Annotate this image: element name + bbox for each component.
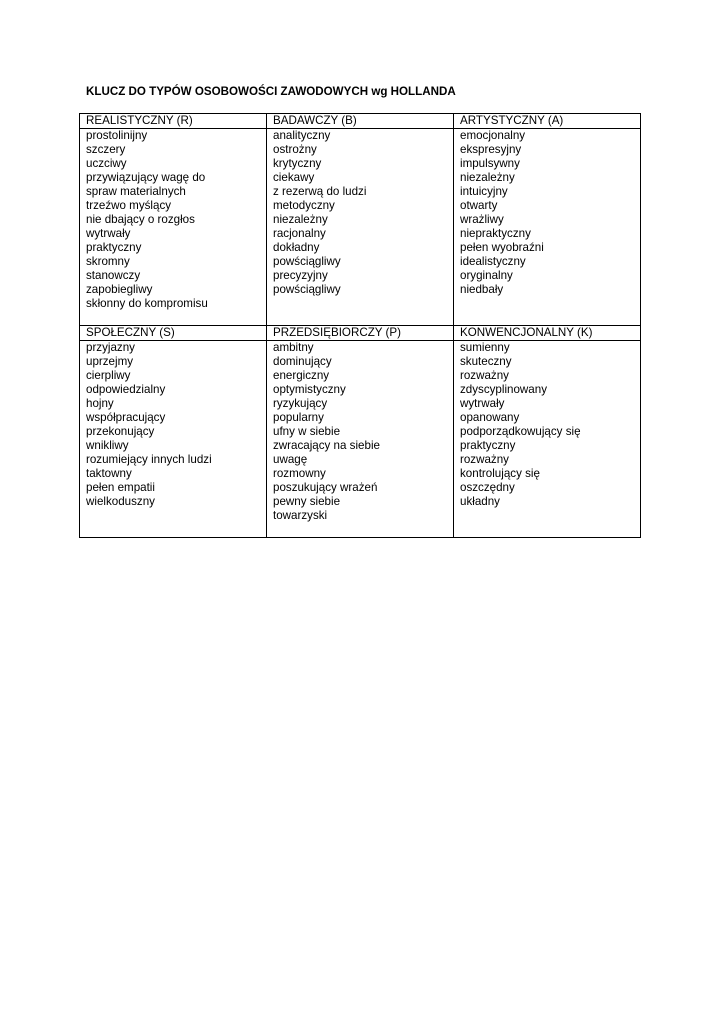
list-item: zdyscyplinowany	[460, 383, 547, 396]
trait-list-artistic	[454, 129, 641, 326]
list-item: metodyczny	[273, 199, 335, 212]
list-item: cierpliwy	[86, 369, 131, 382]
list-item: ostrożny	[273, 143, 317, 156]
table-header-row	[80, 326, 641, 341]
list-item: ekspresyjny	[460, 143, 522, 156]
list-item: optymistyczny	[273, 383, 346, 396]
list-item: oryginalny	[460, 269, 513, 282]
list-item: powściągliwy	[273, 283, 341, 296]
list-item: hojny	[86, 397, 114, 410]
type-header-realistic: REALISTYCZNY (R)	[80, 114, 267, 129]
type-header-conventional: KONWENCJONALNY (K)	[454, 326, 641, 341]
list-item: wnikliwy	[86, 439, 129, 452]
list-item: skłonny do kompromisu	[86, 297, 208, 310]
list-item: nie dbający o rozgłos	[86, 213, 195, 226]
list-item: prostolinijny	[86, 129, 148, 142]
table-row	[80, 129, 641, 326]
trait-list-social	[80, 341, 267, 538]
list-item: skromny	[86, 255, 130, 268]
list-item: racjonalny	[273, 227, 326, 240]
list-item: uczciwy	[86, 157, 127, 170]
table-row	[80, 341, 641, 538]
list-item: analityczny	[273, 129, 331, 142]
list-item: stanowczy	[86, 269, 141, 282]
list-item: praktyczny	[460, 439, 516, 452]
list-item: dokładny	[273, 241, 320, 254]
list-item: precyzyjny	[273, 269, 328, 282]
type-header-investigative: BADAWCZY (B)	[267, 114, 454, 129]
list-item: trzeźwo myślący	[86, 199, 172, 212]
list-item: uprzejmy	[86, 355, 134, 368]
type-header-artistic: ARTYSTYCZNY (A)	[454, 114, 641, 129]
list-item: emocjonalny	[460, 129, 526, 142]
list-item: skuteczny	[460, 355, 512, 368]
list-item: taktowny	[86, 467, 132, 480]
list-item: opanowany	[460, 411, 520, 424]
table-header-row	[80, 114, 641, 129]
list-item: sumienny	[460, 341, 510, 354]
list-item: układny	[460, 495, 500, 508]
list-item: dominujący	[273, 355, 332, 368]
type-header-enterprising: PRZEDSIĘBIORCZY (P)	[267, 326, 454, 341]
list-item: z rezerwą do ludzi	[273, 185, 367, 198]
list-item: przekonujący	[86, 425, 155, 438]
list-item: współpracujący	[86, 411, 166, 424]
list-item: kontrolujący się	[460, 467, 540, 480]
list-item: intuicyjny	[460, 185, 508, 198]
list-item: przywiązujący wagę do	[86, 171, 206, 184]
list-item: pełen empatii	[86, 481, 155, 494]
personality-key-table	[79, 113, 641, 538]
list-item: rozmowny	[273, 467, 326, 480]
list-item: uwagę	[273, 453, 308, 466]
list-item: energiczny	[273, 369, 330, 382]
list-item: powściągliwy	[273, 255, 341, 268]
list-item: ryzykujący	[273, 397, 328, 410]
list-item: zapobiegliwy	[86, 283, 153, 296]
list-item: towarzyski	[273, 509, 328, 522]
list-item: niedbały	[460, 283, 504, 296]
list-item: popularny	[273, 411, 324, 424]
list-item: wytrwały	[86, 227, 131, 240]
list-item: ufny w siebie	[273, 425, 341, 438]
list-item: niepraktyczny	[460, 227, 531, 240]
list-item: poszukujący wrażeń	[273, 481, 378, 494]
list-item: rozumiejący innych ludzi	[86, 453, 212, 466]
list-item: krytyczny	[273, 157, 322, 170]
list-item: wielkoduszny	[86, 495, 155, 508]
list-item: niezależny	[273, 213, 328, 226]
list-item: niezależny	[460, 171, 515, 184]
list-item: wrażliwy	[460, 213, 504, 226]
list-item: podporządkowujący się	[460, 425, 581, 438]
list-item: oszczędny	[460, 481, 515, 494]
list-item: spraw materialnych	[86, 185, 186, 198]
page-title: KLUCZ DO TYPÓW OSOBOWOŚCI ZAWODOWYCH wg HOLLANDA	[86, 85, 456, 98]
trait-list-enterprising	[267, 341, 454, 538]
list-item: wytrwały	[460, 397, 505, 410]
trait-list-realistic	[80, 129, 267, 326]
list-item: impulsywny	[460, 157, 520, 170]
list-item: odpowiedzialny	[86, 383, 166, 396]
list-item: rozważny	[460, 369, 509, 382]
list-item: idealistyczny	[460, 255, 526, 268]
trait-list-conventional	[454, 341, 641, 538]
list-item: pewny siebie	[273, 495, 341, 508]
list-item: praktyczny	[86, 241, 142, 254]
list-item: przyjazny	[86, 341, 135, 354]
list-item: pełen wyobraźni	[460, 241, 544, 254]
list-item: ciekawy	[273, 171, 315, 184]
list-item: rozważny	[460, 453, 509, 466]
list-item: szczery	[86, 143, 126, 156]
list-item: zwracający na siebie	[273, 439, 380, 452]
list-item: ambitny	[273, 341, 314, 354]
trait-list-investigative	[267, 129, 454, 326]
list-item: otwarty	[460, 199, 498, 212]
type-header-social: SPOŁECZNY (S)	[80, 326, 267, 341]
